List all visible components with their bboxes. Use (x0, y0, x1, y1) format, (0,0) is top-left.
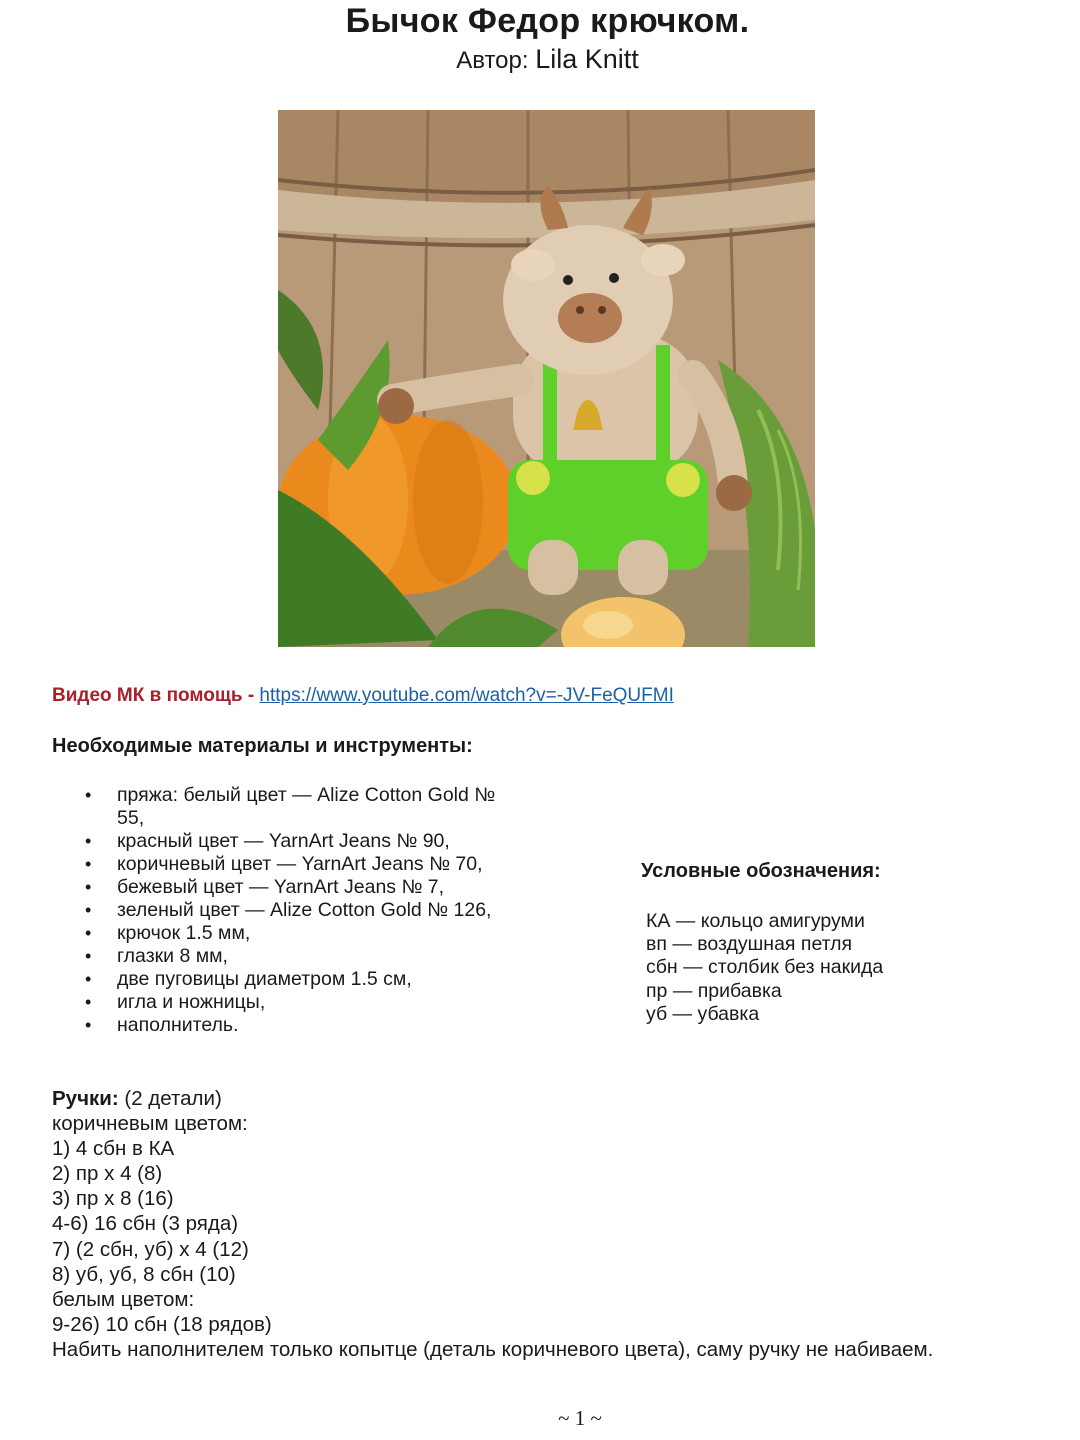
instruction-line: 3) пр х 8 (16) (52, 1187, 174, 1211)
list-item: • коричневый цвет — YarnArt Jeans № 70, (78, 853, 518, 876)
list-item: • пряжа: белый цвет — Alize Cotton Gold № 55, (78, 784, 518, 830)
list-item: • игла и ножницы, (78, 991, 518, 1014)
page-title: Бычок Федор крючком. (345, 2, 750, 40)
instruction-line: 7) (2 сбн, уб) х 4 (12) (52, 1237, 249, 1261)
video-label: Видео МК в помощь (52, 685, 243, 706)
handles-section (52, 1086, 933, 1362)
instruction-line: Набить наполнителем только копытце (деталь коричневого цвета), саму ручку не набиваем. (52, 1337, 934, 1361)
author-label: Автор: (456, 47, 529, 74)
video-separator: - (247, 685, 255, 706)
handles-count: (2 детали) (124, 1087, 222, 1110)
video-link[interactable]: https://www.youtube.com/watch?v=-JV-FeQUFMI (259, 685, 674, 706)
materials-heading: Необходимые материалы и инструменты: (52, 735, 473, 757)
instruction-line: 1) 4 сбн в КА (52, 1137, 175, 1161)
handles-title-line (52, 1086, 933, 1111)
list-item: • бежевый цвет — YarnArt Jeans № 7, (78, 876, 518, 899)
legend-item: вп — воздушная петля (646, 933, 853, 956)
legend-item: КА — кольцо амигуруми (646, 910, 865, 932)
instruction-line: 2) пр х 4 (8) (52, 1162, 163, 1186)
author-line (0, 44, 1080, 75)
instruction-line: 9-26) 10 сбн (18 рядов) (52, 1312, 272, 1336)
legend-heading: Условные обозначения: (641, 860, 881, 882)
list-item: • зеленый цвет — Alize Cotton Gold № 126, (78, 899, 518, 922)
handles-title: Ручки: (52, 1087, 119, 1110)
instruction-line: коричневым цветом: (52, 1112, 248, 1136)
legend-item: уб — убавка (646, 1002, 760, 1025)
author-name: Lila Knitt (535, 44, 639, 74)
video-line (52, 685, 674, 707)
list-item: • красный цвет — YarnArt Jeans № 90, (78, 830, 518, 853)
list-item: • две пуговицы диаметром 1.5 см, (78, 968, 518, 991)
legend-item: сбн — столбик без накида (646, 956, 884, 979)
instruction-line: 4-6) 16 сбн (3 ряда) (52, 1212, 239, 1236)
list-item: • наполнитель. (78, 1014, 518, 1037)
legend-item: пр — прибавка (646, 979, 782, 1002)
legend-list (646, 910, 883, 1026)
crocheted-bull-photo-icon (278, 110, 815, 647)
list-item: • глазки 8 мм, (78, 945, 518, 968)
list-item: • крючок 1.5 мм, (78, 922, 518, 945)
instruction-line: 8) уб, уб, 8 сбн (10) (52, 1262, 236, 1286)
materials-list (78, 784, 518, 1037)
page-number: ~ 1 ~ (558, 1406, 602, 1430)
instruction-line: белым цветом: (52, 1287, 195, 1311)
